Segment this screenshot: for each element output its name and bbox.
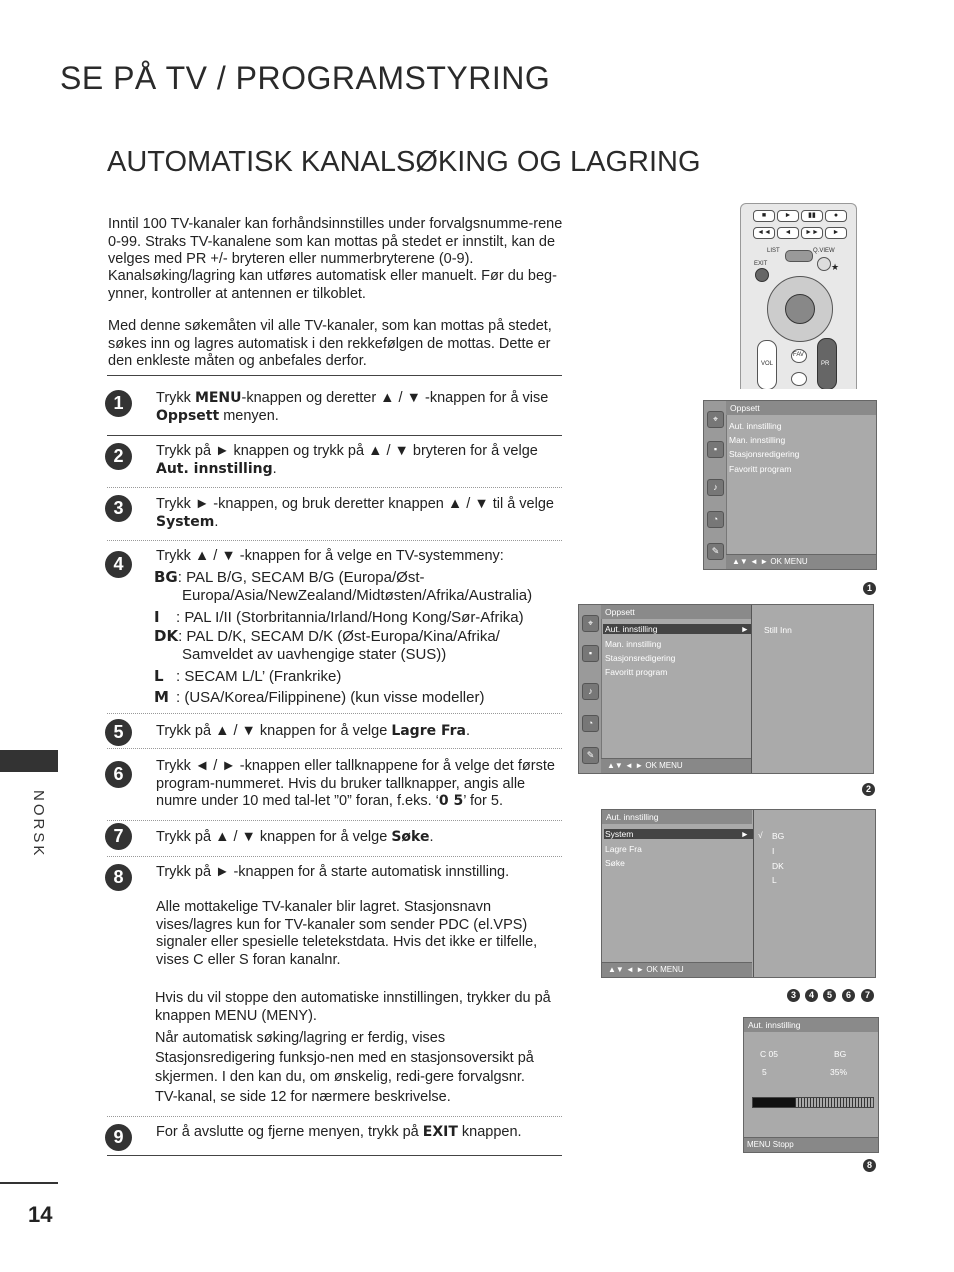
system-i: I : PAL I/II (Storbritannia/Irland/Hong Kong/Sør-Afrika): [154, 608, 524, 626]
qview-button: [817, 257, 831, 271]
qview-label: Q.VIEW: [813, 248, 835, 254]
step-number-9: 9: [105, 1124, 132, 1151]
menu-header: Oppsett: [601, 605, 753, 619]
pr-label: PR: [821, 361, 830, 367]
step-number-5: 5: [105, 719, 132, 746]
progress-bar: [752, 1097, 874, 1108]
step-8-paragraph-2: Hvis du vil stoppe den automatiske innstillingen, trykker du på knappen MENU (MENY).: [155, 990, 551, 1024]
step-number-7: 7: [105, 823, 132, 850]
divider: [107, 1116, 562, 1117]
arrow-right-icon: ►: [740, 829, 749, 839]
footer-rule: [0, 1182, 58, 1184]
figure-number: 2: [862, 783, 875, 796]
program-value: 5: [762, 1067, 767, 1077]
arrow-right-icon: ►: [740, 624, 749, 634]
step-5-text: Trykk på ▲ / ▼ knappen for å velge Lagre Fra.: [156, 723, 471, 739]
menu-item[interactable]: Man. innstilling: [729, 435, 786, 445]
menu-item[interactable]: Søke: [605, 858, 625, 868]
section-title: AUTOMATISK KANALSØKING OG LAGRING: [107, 146, 701, 178]
system-bg: BG: PAL B/G, SECAM B/G (Europa/Øst- Europa/Asia/NewZealand/Midtøsten/Afrika/Australia): [154, 568, 533, 604]
step-number-4: 4: [105, 551, 132, 578]
intro-paragraph-3: Med denne søkemåten vil alle TV-kanaler, som kan mottas på stedet, søkes inn og lagres automatisk i den rekkefølgen de mottas. Dette er den enkleste måten og anbefales derfor.: [108, 318, 552, 369]
record-icon: ●: [825, 210, 847, 222]
sound-icon: ♪: [707, 479, 724, 496]
menu-button: [785, 250, 813, 262]
step-2-text: Trykk på ► knappen og trykk på ▲ / ▼ bryteren for å velge Aut. innstilling.: [156, 443, 538, 477]
menu-footer: ▲▼ ◄ ► OK MENU: [726, 554, 876, 569]
menu-footer: MENU Stopp: [744, 1137, 878, 1152]
submenu-item[interactable]: DK: [772, 861, 784, 871]
menu-footer: ▲▼ ◄ ► OK MENU: [602, 962, 752, 977]
divider: [107, 820, 562, 821]
submenu-item[interactable]: Still Inn: [764, 625, 792, 635]
menu-header: Aut. innstilling: [602, 810, 752, 824]
exit-button: [755, 268, 769, 282]
menu-oppsett-1: [703, 400, 877, 570]
progress-fill: [753, 1098, 795, 1107]
step-number-1: 1: [105, 390, 132, 417]
channel-value: C 05: [760, 1049, 778, 1059]
figure-number: 4: [805, 989, 818, 1002]
system-m: M : (USA/Korea/Filippinene) (kun visse modeller): [154, 688, 485, 706]
menu-icon-column: [704, 401, 727, 569]
menu-item-selected[interactable]: System ►: [604, 829, 753, 839]
system-l: L : SECAM L/L’ (Frankrike): [154, 667, 342, 685]
rewind-icon: ◄◄: [753, 227, 775, 239]
step-number-3: 3: [105, 495, 132, 522]
exit-label: EXIT: [754, 261, 768, 267]
menu-aut-innstilling: [601, 809, 876, 978]
time-icon: ◔: [707, 511, 724, 528]
submenu-panel: [753, 810, 875, 977]
side-tab: [0, 750, 58, 772]
system-dk: DK: PAL D/K, SECAM D/K (Øst-Europa/Kina/Afrika/ Samveldet av uavhengige stater (SUS)): [154, 627, 500, 663]
submenu-panel: [751, 605, 873, 773]
step-6-text: Trykk ◄ / ► -knappen eller tallknappene for å velge det første program-nummeret. Hvis du bruker tallknapper, angis alle numre under 10 med tal-let ”0” foran, f.eks. ‘0 5’ for 5.: [156, 758, 555, 809]
figure-number: 1: [863, 582, 876, 595]
menu-oppsett-2: [578, 604, 874, 774]
step-8-text: Trykk på ► -knappen for å starte automatisk innstilling.: [156, 864, 510, 880]
page-number: 14: [28, 1202, 53, 1227]
step-3-text: Trykk ► -knappen, og bruk deretter knappen ▲ / ▼ til å velge System.: [156, 496, 554, 530]
figure-number: 3: [787, 989, 800, 1002]
menu-item[interactable]: Man. innstilling: [605, 639, 662, 649]
progress-percent: 35%: [830, 1067, 848, 1077]
figure-number: 6: [842, 989, 855, 1002]
figure-number: 8: [863, 1159, 876, 1172]
menu-item-selected[interactable]: Aut. innstilling ►: [603, 624, 753, 634]
step-4-text: Trykk ▲ / ▼ -knappen for å velge en TV-systemmeny:: [156, 548, 504, 564]
menu-item[interactable]: Lagre Fra: [605, 844, 642, 854]
intro-paragraph-2: Kanalsøking/lagring kan utføres automatisk eller manuelt. Før du beg-ynner, kontroller at antennen er tilkoblet.: [108, 268, 557, 302]
divider: [107, 540, 562, 541]
menu-icon-column: [579, 605, 602, 773]
menu-item[interactable]: Favoritt program: [729, 464, 792, 474]
play-icon: ►: [777, 210, 799, 222]
check-icon: √: [758, 830, 763, 840]
figure-number: 7: [861, 989, 874, 1002]
menu-header: Aut. innstilling: [744, 1018, 878, 1032]
step-8-paragraph-3: Når automatisk søking/lagring er ferdig, vises Stasjonsredigering funksjo-nen med en stasjonsoversikt på skjermen. I den kan du, om ønskelig, redi-gere forvalgsnr. TV-kanal, se side 12 for nærmere beskrivelse.: [155, 1030, 534, 1105]
step-number-8: 8: [105, 864, 132, 891]
back-icon: ◄: [777, 227, 799, 239]
forward-icon: ►: [825, 227, 847, 239]
system-value: BG: [834, 1049, 847, 1059]
divider: [107, 435, 562, 436]
menu-item[interactable]: Aut. innstilling: [729, 421, 782, 431]
antenna-icon: ⌖: [582, 615, 599, 632]
intro-paragraph-1: Inntil 100 TV-kanaler kan forhåndsinnstilles under forvalgsnumme-rene 0-99. Straks TV-kanalene som kan mottas på stedet er innstilt, kan de velges med PR +/- bryteren eller nummerbryterene (0-9).: [108, 216, 563, 267]
divider: [107, 856, 562, 857]
menu-header: Oppsett: [726, 401, 876, 415]
stop-icon: ■: [753, 210, 775, 222]
step-1-text: Trykk MENU-knappen og deretter ▲ / ▼ -knappen for å vise Oppsett menyen.: [156, 390, 549, 424]
fast-forward-icon: ►►: [801, 227, 823, 239]
list-label: LIST: [767, 248, 780, 254]
divider: [107, 713, 562, 714]
step-number-6: 6: [105, 761, 132, 788]
divider: [107, 487, 562, 488]
step-8-paragraph-1: Alle mottakelige TV-kanaler blir lagret. Stasjonsnavn vises/lagres kun for TV-kanaler som sender PDC (el.VPS) signaler eller spesielle teletekstdata. Hvis det ikke er tilfelle, vises C eller S foran kanalnr.: [156, 899, 538, 968]
time-icon: ◔: [582, 715, 599, 732]
remote-control-illustration: [740, 203, 857, 389]
step-9-text: For å avslutte og fjerne menyen, trykk på EXIT knappen.: [156, 1124, 522, 1140]
divider: [107, 748, 562, 749]
fav-label: FAV: [793, 352, 804, 358]
pause-icon: ▮▮: [801, 210, 823, 222]
antenna-icon: ⌖: [707, 411, 724, 428]
menu-item[interactable]: Stasjonsredigering: [605, 653, 676, 663]
step-7-text: Trykk på ▲ / ▼ knappen for å velge Søke.: [156, 829, 434, 845]
vol-label: VOL: [761, 361, 774, 367]
step-number-2: 2: [105, 443, 132, 470]
menu-auto-scan-progress: [743, 1017, 879, 1153]
mute-icon: [791, 372, 807, 386]
divider: [107, 375, 562, 376]
menu-item[interactable]: Favoritt program: [605, 667, 668, 677]
side-label: NORSK: [30, 790, 47, 859]
menu-footer: ▲▼ ◄ ► OK MENU: [601, 758, 751, 773]
menu-item[interactable]: Stasjonsredigering: [729, 449, 800, 459]
submenu-item[interactable]: I: [772, 846, 775, 856]
option-icon: ✎: [582, 747, 599, 764]
divider: [107, 1155, 562, 1156]
star-icon: ★: [831, 262, 840, 272]
picture-icon: ▪: [707, 441, 724, 458]
sound-icon: ♪: [582, 683, 599, 700]
submenu-item[interactable]: L: [772, 875, 777, 885]
page-title: SE PÅ TV / PROGRAMSTYRING: [60, 60, 551, 96]
picture-icon: ▪: [582, 645, 599, 662]
submenu-item[interactable]: BG: [772, 831, 785, 841]
ok-button: [785, 294, 815, 324]
option-icon: ✎: [707, 543, 724, 560]
figure-number: 5: [823, 989, 836, 1002]
